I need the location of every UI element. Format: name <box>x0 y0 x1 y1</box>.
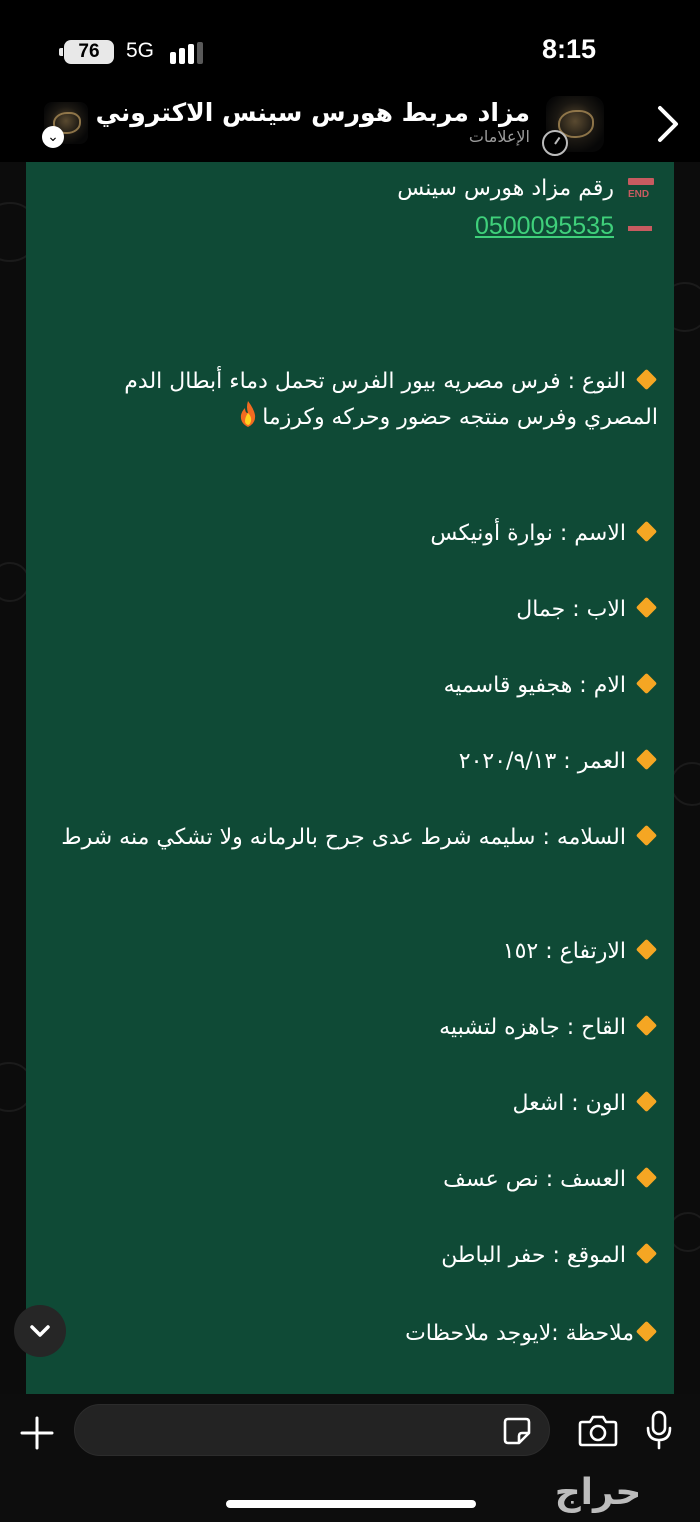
fire-icon <box>236 400 260 428</box>
scroll-down-button[interactable] <box>14 1305 66 1357</box>
battery-indicator: 76 <box>64 40 114 64</box>
orange-diamond-icon <box>636 521 658 543</box>
plus-icon[interactable] <box>20 1416 54 1450</box>
tail-line: العسف : نص عسف <box>443 1162 658 1198</box>
orange-diamond-icon <box>636 825 658 847</box>
chat-header <box>0 92 700 162</box>
note-line: ملاحظة :لايوجد ملاحظات <box>405 1316 658 1352</box>
orange-diamond-icon <box>636 597 658 619</box>
channel-title: مزاد مربط هورس سينس الاكتروني <box>51 98 530 127</box>
orange-diamond-icon <box>636 1321 658 1343</box>
message-input[interactable] <box>74 1404 550 1456</box>
chevron-down-icon[interactable]: ⌄ <box>42 126 64 148</box>
signal-icon <box>170 42 206 64</box>
orange-diamond-icon <box>636 1243 658 1265</box>
mother-line: الام : هجفيو قاسميه <box>444 668 658 704</box>
clock: 8:15 <box>541 34 596 64</box>
orange-diamond-icon <box>636 1015 658 1037</box>
safety-line: السلامه : سليمه شرط عدى جرح بالرمانه ولا تشكي منه شرط <box>48 820 658 856</box>
haraj-watermark: حراج <box>554 1472 642 1513</box>
composer-bar <box>0 1394 700 1522</box>
father-line: الاب : جمال <box>516 592 658 628</box>
sticker-icon[interactable] <box>502 1416 532 1446</box>
network-type: 5G <box>126 39 155 62</box>
type-line: النوع : فرس مصريه بيور الفرس تحمل دماء أبطال الدم المصري وفرس منتجه حضور وحركه وكرزما <box>124 369 658 430</box>
phone-link[interactable]: 0500095535 <box>474 212 614 240</box>
orange-diamond-icon <box>636 749 658 771</box>
message-bubble[interactable] <box>26 162 674 1394</box>
timer-icon <box>542 130 568 156</box>
chevron-down-icon <box>14 1305 66 1357</box>
orange-diamond-icon <box>636 1167 658 1189</box>
status-bar <box>0 0 700 92</box>
color-line: الون : اشعل <box>512 1086 658 1122</box>
orange-diamond-icon <box>636 673 658 695</box>
minus-icon <box>628 226 652 231</box>
end-arrow-icon: END <box>626 178 656 204</box>
channel-info[interactable] <box>51 98 530 146</box>
home-indicator <box>226 1500 476 1508</box>
contact-label: رقم مزاد هورس سينس <box>397 176 614 201</box>
microphone-icon[interactable] <box>644 1410 674 1450</box>
orange-diamond-icon <box>636 369 658 391</box>
age-line: العمر : ٢٠٢٠/٩/١٣ <box>459 744 658 780</box>
orange-diamond-icon <box>636 939 658 961</box>
location-line: الموقع : حفر الباطن <box>441 1238 658 1274</box>
pregnancy-line: القاح : جاهزه لتشبيه <box>439 1010 658 1046</box>
camera-icon[interactable] <box>578 1414 618 1448</box>
orange-diamond-icon <box>636 1091 658 1113</box>
chevron-right-icon[interactable] <box>652 102 682 146</box>
height-line: الارتفاع : ١٥٢ <box>503 934 658 970</box>
name-line: الاسم : نوارة أونيكس <box>430 516 658 552</box>
channel-subtitle: الإعلامات <box>468 127 530 146</box>
